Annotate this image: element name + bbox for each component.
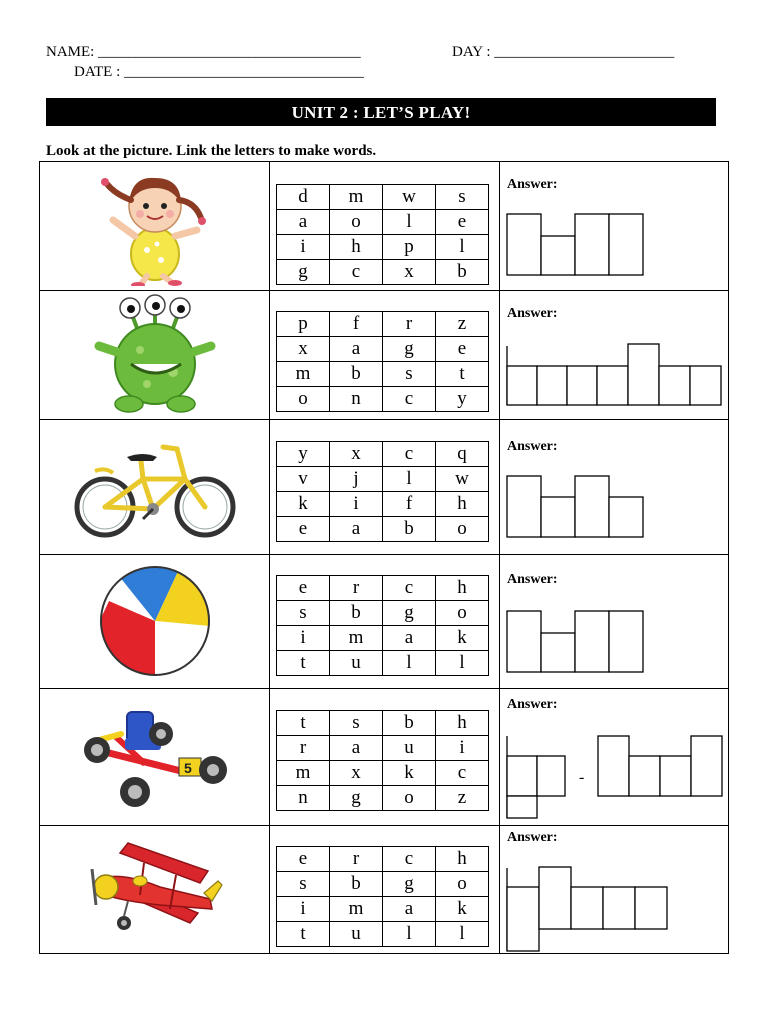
grid-letter: s [330,711,383,736]
grid-letter: t [436,362,489,387]
grid-letter: r [330,576,383,601]
grid-letter: l [436,651,489,676]
grid-letter: l [436,922,489,947]
exercise-row [40,419,728,554]
grid-letter: k [436,897,489,922]
grid-letter: g [383,337,436,362]
name-field-line: NAME: ___________________________________ [46,44,361,60]
letter-grid [276,710,489,811]
grid-letter: g [277,260,330,285]
grid-letter: t [277,711,330,736]
grid-letter: a [277,210,330,235]
grid-letter: s [277,601,330,626]
grid-letter: e [277,517,330,542]
grid-letter: p [277,312,330,337]
grid-letter: t [277,922,330,947]
letter-grid [276,311,489,412]
grid-letter: m [330,626,383,651]
answer-label: Answer: [507,177,558,192]
grid-letter: o [330,210,383,235]
grid-letter: c [383,442,436,467]
beach-ball-picture [40,554,269,688]
grid-letter: i [436,736,489,761]
grid-letter: x [277,337,330,362]
answer-label: Answer: [507,306,558,321]
grid-letter: k [383,761,436,786]
grid-letter: b [330,601,383,626]
grid-letter: x [330,761,383,786]
grid-letter: f [383,492,436,517]
grid-letter: l [383,922,436,947]
grid-letter: l [383,651,436,676]
grid-letter: v [277,467,330,492]
grid-letter: a [330,736,383,761]
grid-letter: y [277,442,330,467]
grid-letter: k [277,492,330,517]
answer-shape-boxes[interactable] [506,610,646,674]
grid-letter: q [436,442,489,467]
grid-letter: l [383,467,436,492]
exercise-row [40,554,728,688]
grid-letter: e [436,210,489,235]
hyphen-separator: - [579,769,585,786]
grid-letter: g [383,872,436,897]
grid-letter: l [436,235,489,260]
grid-letter: i [277,897,330,922]
bicycle-picture [40,419,269,554]
grid-letter: b [383,711,436,736]
green-monster-picture [40,290,269,419]
grid-letter: l [383,210,436,235]
grid-letter: i [277,626,330,651]
exercise-row [40,162,728,290]
grid-letter: b [383,517,436,542]
grid-letter: a [383,897,436,922]
grid-letter: u [330,651,383,676]
grid-letter: o [383,786,436,811]
grid-letter: o [436,872,489,897]
worksheet-table [39,161,729,954]
grid-letter: o [436,517,489,542]
grid-letter: u [330,922,383,947]
grid-letter: c [436,761,489,786]
exercise-row [40,688,728,825]
grid-letter: y [436,387,489,412]
letter-grid [276,575,489,676]
grid-letter: o [436,601,489,626]
grid-letter: z [436,786,489,811]
grid-letter: s [383,362,436,387]
grid-letter: c [383,847,436,872]
grid-letter: i [277,235,330,260]
grid-letter: m [277,761,330,786]
grid-letter: h [436,492,489,517]
grid-letter: w [436,467,489,492]
grid-letter: c [330,260,383,285]
grid-letter: b [436,260,489,285]
grid-letter: u [383,736,436,761]
grid-letter: r [277,736,330,761]
letter-grid [276,184,489,285]
exercise-row [40,290,728,419]
grid-letter: x [330,442,383,467]
grid-letter: e [277,576,330,601]
grid-letter: c [383,387,436,412]
grid-letter: e [436,337,489,362]
grid-letter: f [330,312,383,337]
grid-letter: b [330,872,383,897]
answer-shape-boxes[interactable] [506,865,676,955]
grid-letter: h [436,576,489,601]
grid-letter: z [436,312,489,337]
grid-letter: p [383,235,436,260]
day-field-line: DAY : ________________________ [452,44,675,60]
answer-shape-boxes[interactable] [506,213,646,277]
doll-girl-picture [40,162,269,290]
letter-grid [276,441,489,542]
svg-text:5: 5 [183,759,192,776]
grid-letter: x [383,260,436,285]
answer-label: Answer: [507,572,558,587]
grid-letter: a [330,517,383,542]
answer-shape-boxes[interactable] [506,475,686,539]
grid-letter: h [330,235,383,260]
grid-letter: a [330,337,383,362]
grid-letter: c [383,576,436,601]
grid-letter: k [436,626,489,651]
grid-letter: g [383,601,436,626]
answer-label: Answer: [507,697,558,712]
grid-letter: s [277,872,330,897]
answer-shape-boxes[interactable] [506,734,726,824]
exercise-row [40,825,728,955]
go-kart-picture [40,688,269,825]
grid-letter: r [383,312,436,337]
answer-label: Answer: [507,830,558,845]
grid-letter: b [330,362,383,387]
grid-letter: i [330,492,383,517]
instruction-text: Look at the picture. Link the letters to make words. [46,143,377,159]
grid-letter: g [330,786,383,811]
grid-letter: r [330,847,383,872]
grid-letter: o [277,387,330,412]
grid-letter: w [383,185,436,210]
date-field-line: DATE : ________________________________ [74,64,364,80]
letter-grid [276,846,489,947]
grid-letter: n [330,387,383,412]
grid-letter: e [277,847,330,872]
biplane-picture [40,825,269,955]
answer-label: Answer: [507,439,558,454]
grid-letter: t [277,651,330,676]
grid-letter: h [436,847,489,872]
grid-letter: m [330,897,383,922]
grid-letter: s [436,185,489,210]
unit-title: UNIT 2 : LET’S PLAY! [46,98,716,126]
grid-letter: m [277,362,330,387]
grid-letter: j [330,467,383,492]
grid-letter: m [330,185,383,210]
grid-letter: n [277,786,330,811]
grid-letter: a [383,626,436,651]
grid-letter: h [436,711,489,736]
answer-shape-boxes[interactable] [506,342,724,408]
grid-letter: d [277,185,330,210]
